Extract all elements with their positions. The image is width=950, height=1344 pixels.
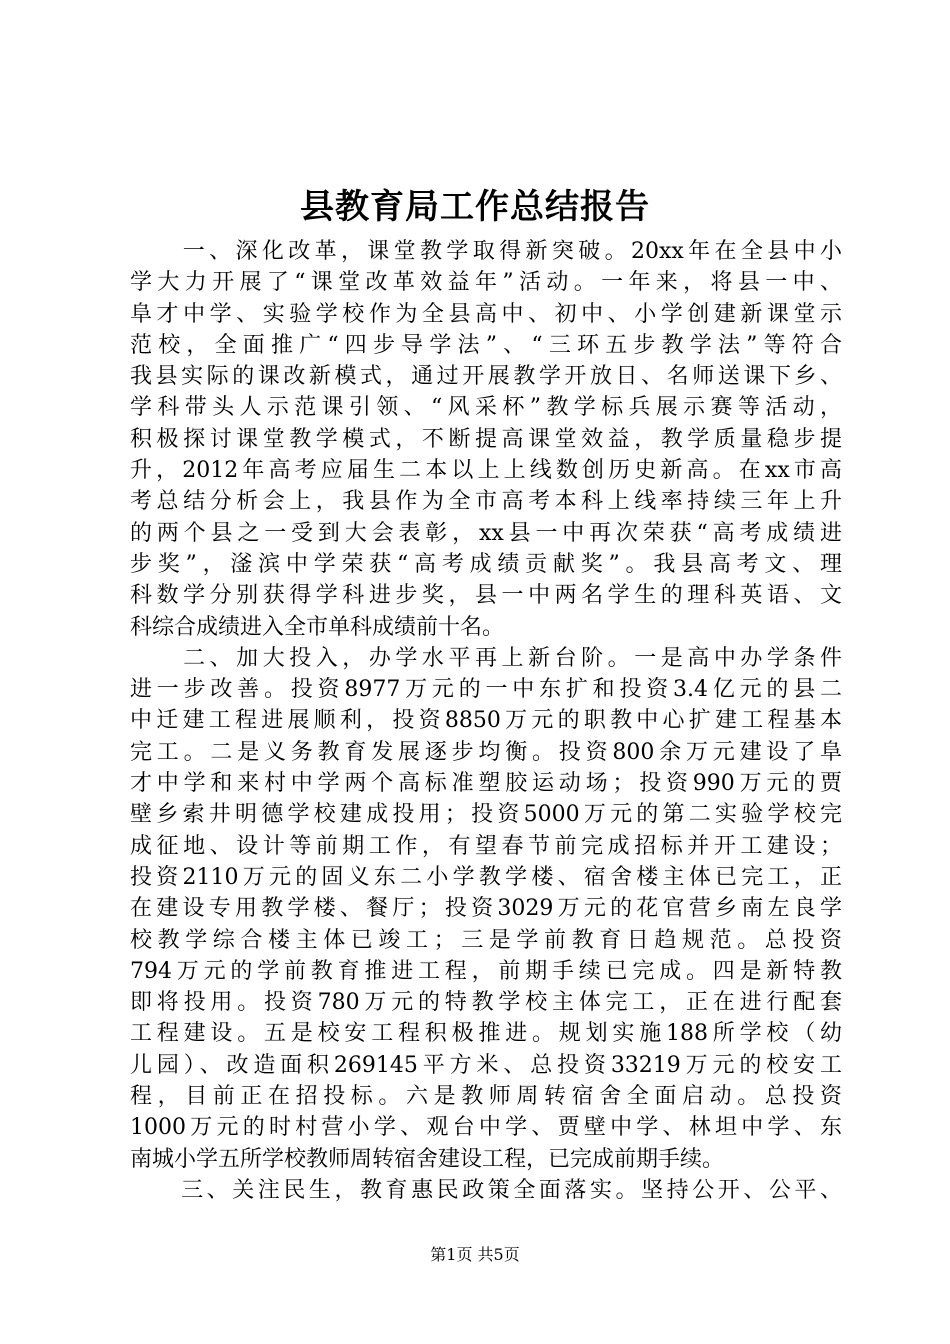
text-line: 的两个县之一受到大会表彰，xx县一中再次荣获“高考成绩进: [130, 520, 842, 546]
text-line: 南城小学五所学校教师周转宿舍建设工程，已完成前期手续。: [130, 1146, 725, 1172]
text-line: 一、深化改革，课堂教学取得新突破。20xx年在全县中小: [130, 239, 842, 264]
text-line: 积极探讨课堂教学模式，不断提高课堂效益，教学质量稳步提: [130, 426, 842, 452]
text-line: 中迁建工程进展顺利，投资8850万元的职教中心扩建工程基本: [130, 708, 842, 734]
document-body: [130, 236, 842, 1206]
text-line: 工程建设。五是校安工程积极推进。规划实施188所学校（幼: [130, 1021, 842, 1047]
text-line: 二、加大投入，办学水平再上新台阶。一是高中办学条件: [130, 645, 842, 671]
text-line: 即将投用。投资780万元的特教学校主体完工，正在进行配套: [130, 990, 842, 1016]
text-line: 在建设专用教学楼、餐厅；投资3029万元的花官营乡南左良学: [130, 896, 842, 922]
document-title: 县教育局工作总结报告: [300, 187, 650, 227]
text-line: 科综合成绩进入全市单科成绩前十名。: [130, 614, 505, 640]
text-line: 才中学和来村中学两个高标准塑胶运动场；投资990万元的贾: [130, 771, 842, 797]
text-line: 校教学综合楼主体已竣工；三是学前教育日趋规范。总投资: [130, 927, 842, 953]
text-line: 儿园）、改造面积269145平方米、总投资33219万元的校安工: [130, 1052, 842, 1078]
text-line: 程，目前正在招投标。六是教师周转宿舍全面启动。总投资: [130, 1084, 842, 1110]
text-line: 学科带头人示范课引领、“风采杯”教学标兵展示赛等活动，: [130, 395, 842, 421]
text-line: 我县实际的课改新模式，通过开展教学开放日、名师送课下乡、: [130, 364, 842, 390]
text-line: 完工。二是义务教育发展逐步均衡。投资800余万元建设了阜: [130, 739, 842, 765]
text-line: 阜才中学、实验学校作为全县高中、初中、小学创建新课堂示: [130, 301, 842, 327]
text-line: 成征地、设计等前期工作，有望春节前完成招标并开工建设；: [130, 833, 842, 859]
text-line: 科数学分别获得学科进步奖，县一中两名学生的理科英语、文: [130, 583, 842, 609]
text-line: 进一步改善。投资8977万元的一中东扩和投资3.4亿元的县二: [130, 677, 842, 703]
text-line: 投资2110万元的固义东二小学教学楼、宿舍楼主体已完工，正: [130, 864, 842, 890]
text-line: 三、关注民生，教育惠民政策全面落实。坚持公开、公平、: [130, 1177, 842, 1203]
text-line: 1000万元的时村营小学、观台中学、贾壁中学、林坦中学、东: [130, 1115, 842, 1141]
text-line: 学大力开展了“课堂改革效益年”活动。一年来，将县一中、: [130, 270, 842, 296]
text-line: 步奖”，滏滨中学荣获“高考成绩贡献奖”。我县高考文、理: [130, 551, 842, 577]
text-line: 壁乡索井明德学校建成投用；投资5000万元的第二实验学校完: [130, 802, 842, 828]
text-line: 考总结分析会上，我县作为全市高考本科上线率持续三年上升: [130, 489, 842, 515]
text-line: 范校，全面推广“四步导学法”、“三环五步教学法”等符合: [130, 332, 842, 358]
text-line: 升，2012年高考应届生二本以上上线数创历史新高。在xx市高: [130, 458, 842, 484]
text-line: 794万元的学前教育推进工程，前期手续已完成。四是新特教: [130, 958, 842, 984]
page-footer: 第1页 共5页: [430, 1245, 520, 1264]
